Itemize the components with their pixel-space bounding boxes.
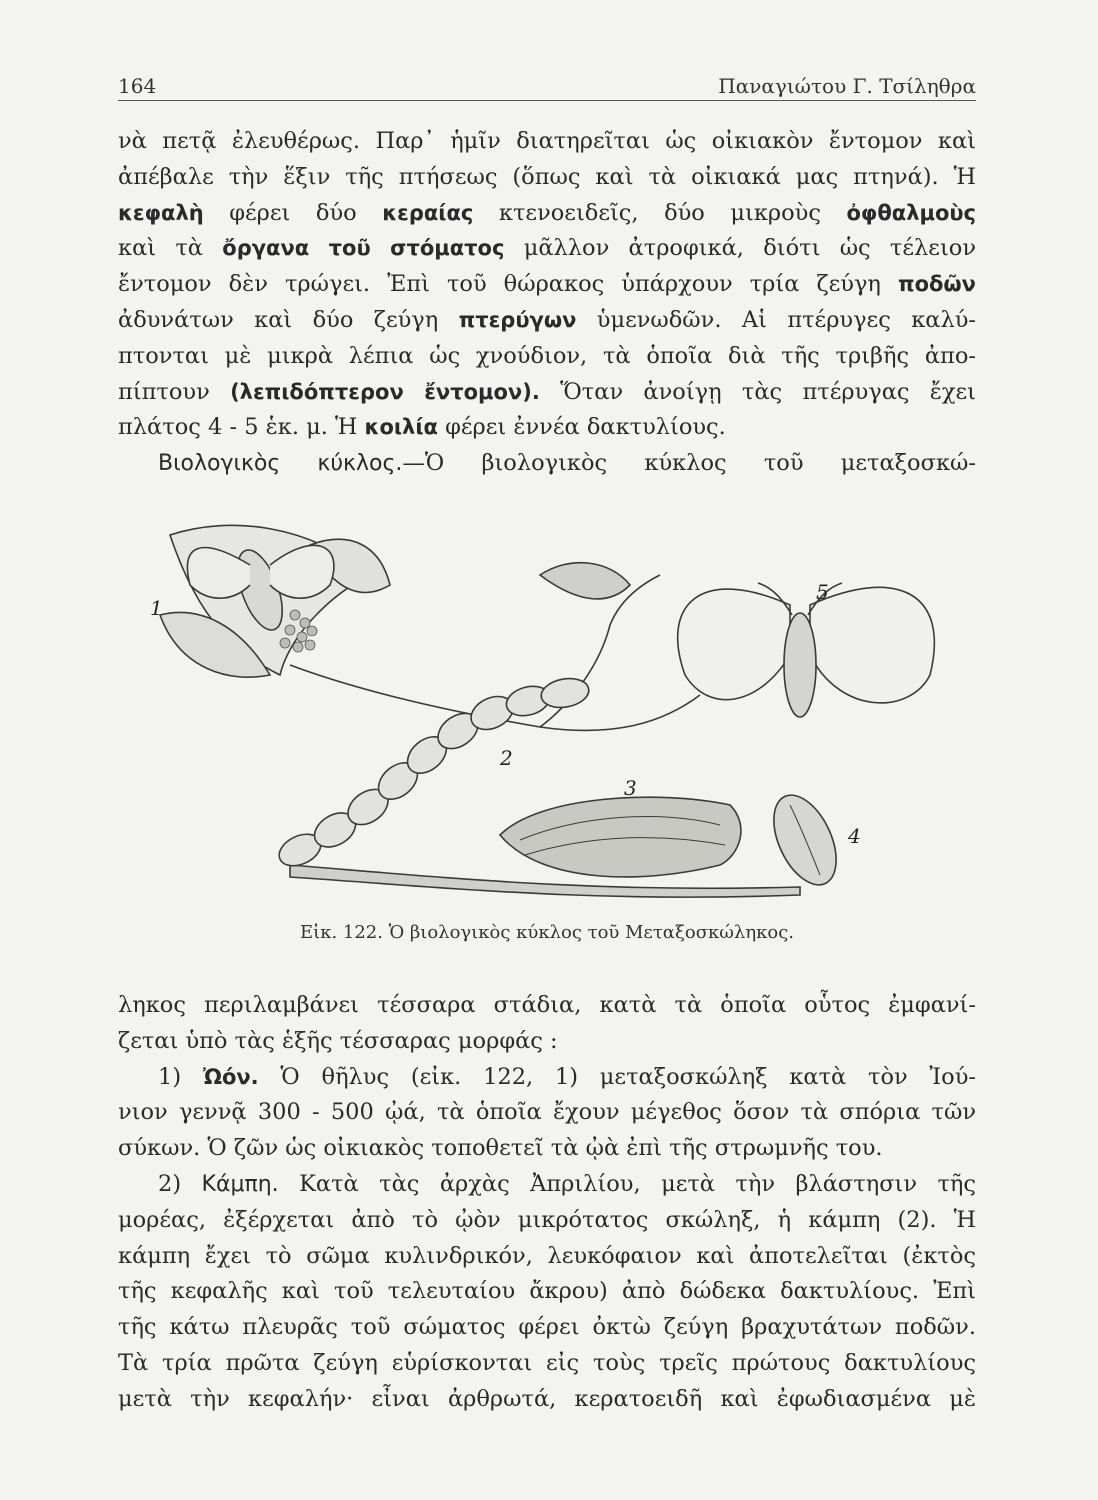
figure-label-3: 3 — [624, 776, 637, 800]
text-line: πίπτουν (λεπιδόπτερον ἔντομον). Ὅταν ἀνοίγῃ τὰς πτέρυγας ἔχει — [118, 378, 976, 405]
page-header — [118, 66, 976, 101]
section-heading-line — [118, 446, 976, 482]
text-line: ἔντομον δὲν τρώγει. Ἐπὶ τοῦ θώρακος ὑπάρχουν τρία ζεύγη ποδῶν — [118, 271, 976, 298]
text-line: ληκος περιλαμβάνει τέσσαρα στάδια, κατὰ τὰ ὁποῖα οὗτος ἐμφανί- — [118, 992, 976, 1018]
adult-moth — [678, 583, 935, 717]
text-line: ἀπέβαλε τὴν ἕξιν τῆς πτήσεως (ὅπως καὶ τὰ οἰκιακά μας πτηνά). Ἡ — [118, 163, 976, 190]
figure-label-5: 5 — [816, 580, 829, 604]
stage-title-egg: Ὠόν. — [202, 1064, 259, 1089]
text-line: κάμπη ἔχει τὸ σῶμα κυλινδρικόν, λευκόφαιον καὶ ἀποτελεῖται (ἐκτὸς — [118, 1242, 976, 1269]
text-line: νὰ πετᾷ ἐλευθέρως. Παρ᾽ ἡμῖν διατηρεῖται ὡς οἰκιακὸν ἔντομον καὶ — [118, 128, 976, 154]
text-line: πλάτος 4 - 5 ἑκ. μ. Ἡ κοιλία φέρει ἐννέα δακτυλίους. — [118, 414, 726, 441]
page-number: 164 — [118, 74, 157, 98]
figure-silkworm-life-cycle — [140, 505, 980, 915]
figure-label-1: 1 — [150, 596, 163, 620]
section-heading-text: —Ὁ βιολογικὸς κύκλος τοῦ μεταξοσκώ- — [402, 450, 976, 477]
bold-term: ὄργανα τοῦ στόματος — [222, 236, 505, 261]
text-line: τῆς κεφαλῆς καὶ τοῦ τελευταίου ἄκρου) ἀπὸ δώδεκα δακτυλίους. Ἐπὶ — [118, 1278, 976, 1305]
stage-title-larva: Κάμπη. — [201, 1171, 279, 1197]
leaf — [540, 563, 630, 599]
text-line: πτονται μὲ μικρὰ λέπια ὡς χνούδιον, τὰ ὁποῖα διὰ τῆς τριβῆς ἀπο- — [118, 342, 976, 369]
stage-egg-text: Ὁ θῆλυς (εἰκ. 122, 1) μεταξοσκώληξ κατὰ τὸν Ἰού- — [280, 1063, 976, 1090]
stage-egg-line — [118, 1060, 976, 1096]
text-line: νιον γεννᾷ 300 - 500 ᾠά, τὰ ὁποῖα ἔχουν μέγεθος ὅσον τὰ σπόρια τῶν — [118, 1099, 976, 1126]
bold-term: κοιλία — [364, 415, 438, 440]
stage-larva-text: Κατὰ τὰς ἀρχὰς Ἀπριλίου, μετὰ τὴν βλάστησιν τῆς — [299, 1170, 976, 1197]
bold-term: ποδῶν — [897, 272, 976, 297]
text-line: ζεται ὑπὸ τὰς ἑξῆς τέσσαρας μορφάς : — [118, 1027, 558, 1054]
bold-term: κεφαλὴ — [118, 200, 204, 225]
text-line: σύκων. Ὁ ζῶν ὡς οἰκιακὸς τοποθετεῖ τὰ ᾠὰ ἐπὶ τῆς στρωμνῆς του. — [118, 1135, 883, 1162]
top-paragraph — [118, 124, 976, 482]
text-line: καὶ τὰ ὄργανα τοῦ στόματος μᾶλλον ἀτροφικά, διότι ὡς τέλειον — [118, 235, 976, 262]
bold-term: ὀφθαλμοὺς — [846, 200, 976, 225]
text-line: μορέας, ἐξέρχεται ἀπὸ τὸ ᾠὸν μικρότατος σκώληξ, ἡ κάμπη (2). Ἡ — [118, 1206, 976, 1233]
figure-caption: Εἰκ. 122. Ὁ βιολογικὸς κύκλος τοῦ Μεταξοσκώληκος. — [300, 922, 794, 943]
bold-term: κεραίας — [382, 200, 474, 225]
stage-number: 1) — [158, 1063, 182, 1090]
text-line: τῆς κάτω πλευρᾶς τοῦ σώματος φέρει ὀκτὼ ζεύγη βραχυτάτων ποδῶν. — [118, 1314, 976, 1341]
figure-label-4: 4 — [848, 824, 861, 848]
text-line: ἀδυνάτων καὶ δύο ζεύγη πτερύγων ὑμενωδῶν. Αἱ πτέρυγες καλύ- — [118, 306, 976, 333]
text-line: Τὰ τρία πρῶτα ζεύγη εὑρίσκονται εἰς τοὺς τρεῖς πρώτους δακτυλίους — [118, 1349, 976, 1376]
branch — [290, 865, 800, 897]
text-line: μετὰ τὴν κεφαλήν· εἶναι ἀρθρωτά, κερατοειδῆ καὶ ἐφωδιασμένα μὲ — [118, 1385, 976, 1412]
running-head: Παναγιώτου Γ. Τσίληθρα — [718, 74, 976, 98]
stage-larva-line — [118, 1167, 976, 1203]
text-line: κεφαλὴ φέρει δύο κεραίας κτενοειδεῖς, δύο μικροὺς ὀφθαλμοὺς — [118, 199, 976, 226]
stage-number: 2) — [158, 1170, 182, 1197]
figure-label-2: 2 — [500, 746, 513, 770]
bottom-paragraph — [118, 988, 976, 1418]
pupa — [761, 786, 849, 895]
cocoon — [500, 797, 741, 877]
section-heading: Βιολογικὸς κύκλος. — [158, 451, 403, 477]
figure-illustration — [140, 505, 980, 915]
bold-term: (λεπιδόπτερον ἔντομον). — [230, 379, 540, 404]
bold-term: πτερύγων — [458, 307, 577, 332]
